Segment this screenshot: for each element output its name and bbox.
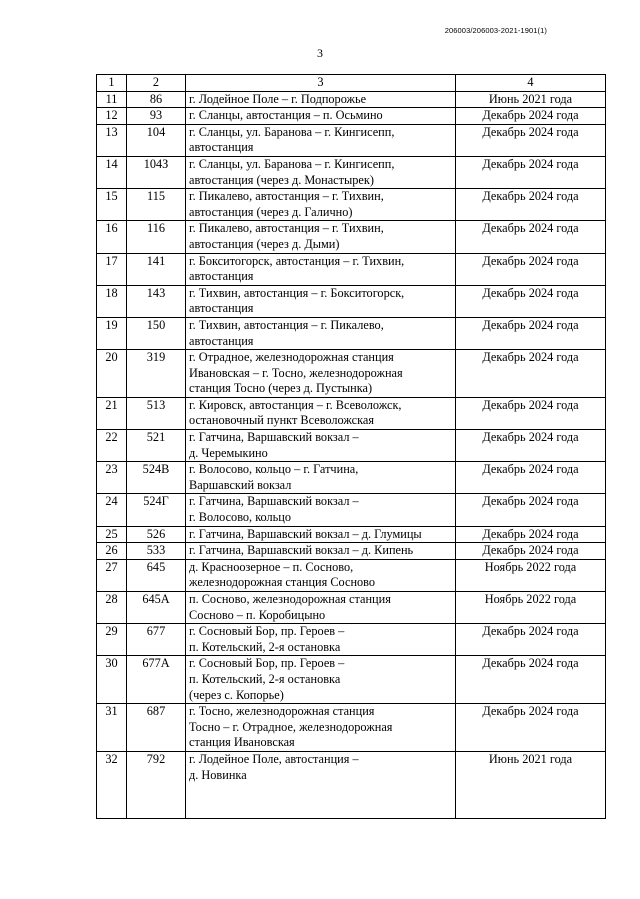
route-code-cell: 677А <box>127 656 186 704</box>
route-code-cell: 645А <box>127 592 186 624</box>
table-row <box>97 462 606 494</box>
route-code-cell: 104З <box>127 156 186 188</box>
date-cell: Декабрь 2024 года <box>456 704 606 752</box>
route-name-cell: г. Гатчина, Варшавский вокзал – д. Глумицы <box>186 526 456 543</box>
row-number-cell: 11 <box>97 91 127 108</box>
route-name-cell: г. Кировск, автостанция – г. Всеволожск, остановочный пункт Всеволожская <box>186 397 456 429</box>
row-number-cell: 13 <box>97 124 127 156</box>
date-cell: Декабрь 2024 года <box>456 124 606 156</box>
row-number-cell: 14 <box>97 156 127 188</box>
route-code-cell: 687 <box>127 704 186 752</box>
date-cell: Декабрь 2024 года <box>456 656 606 704</box>
column-header: 1 <box>97 75 127 92</box>
date-cell: Декабрь 2024 года <box>456 397 606 429</box>
table-body <box>97 91 606 818</box>
row-number-cell: 25 <box>97 526 127 543</box>
table-row <box>97 559 606 591</box>
date-cell: Ноябрь 2022 года <box>456 592 606 624</box>
date-cell: Декабрь 2024 года <box>456 221 606 253</box>
date-cell: Июнь 2021 года <box>456 751 606 818</box>
table-row <box>97 624 606 656</box>
table-row <box>97 397 606 429</box>
row-number-cell: 12 <box>97 108 127 125</box>
table-row <box>97 156 606 188</box>
route-code-cell: 677 <box>127 624 186 656</box>
table-header-row <box>97 75 606 92</box>
date-cell: Декабрь 2024 года <box>456 350 606 398</box>
row-number-cell: 27 <box>97 559 127 591</box>
table-row <box>97 189 606 221</box>
route-name-cell: п. Сосново, железнодорожная станция Сосново – п. Коробицыно <box>186 592 456 624</box>
table-row <box>97 526 606 543</box>
date-cell: Декабрь 2024 года <box>456 285 606 317</box>
date-cell: Ноябрь 2022 года <box>456 559 606 591</box>
route-code-cell: 115 <box>127 189 186 221</box>
date-cell: Декабрь 2024 года <box>456 317 606 349</box>
row-number-cell: 23 <box>97 462 127 494</box>
route-code-cell: 645 <box>127 559 186 591</box>
route-name-cell: г. Сланцы, автостанция – п. Осьмино <box>186 108 456 125</box>
row-number-cell: 21 <box>97 397 127 429</box>
table-row <box>97 317 606 349</box>
table-row <box>97 751 606 818</box>
row-number-cell: 15 <box>97 189 127 221</box>
row-number-cell: 18 <box>97 285 127 317</box>
route-name-cell: г. Сланцы, ул. Баранова – г. Кингисепп, автостанция <box>186 124 456 156</box>
date-cell: Декабрь 2024 года <box>456 462 606 494</box>
row-number-cell: 28 <box>97 592 127 624</box>
route-code-cell: 141 <box>127 253 186 285</box>
table-row <box>97 656 606 704</box>
column-header: 4 <box>456 75 606 92</box>
row-number-cell: 32 <box>97 751 127 818</box>
route-name-cell: г. Лодейное Поле – г. Подпорожье <box>186 91 456 108</box>
date-cell: Декабрь 2024 года <box>456 108 606 125</box>
route-code-cell: 143 <box>127 285 186 317</box>
date-cell: Декабрь 2024 года <box>456 189 606 221</box>
column-header: 2 <box>127 75 186 92</box>
row-number-cell: 22 <box>97 430 127 462</box>
row-number-cell: 29 <box>97 624 127 656</box>
table-row <box>97 253 606 285</box>
route-name-cell: г. Бокситогорск, автостанция – г. Тихвин, автостанция <box>186 253 456 285</box>
row-number-cell: 24 <box>97 494 127 526</box>
route-name-cell: г. Сосновый Бор, пр. Героев – п. Котельский, 2-я остановка (через с. Копорье) <box>186 656 456 704</box>
route-name-cell: г. Гатчина, Варшавский вокзал – д. Кипень <box>186 543 456 560</box>
route-code-cell: 116 <box>127 221 186 253</box>
date-cell: Декабрь 2024 года <box>456 543 606 560</box>
page-number: 3 <box>317 46 323 60</box>
route-name-cell: г. Сланцы, ул. Баранова – г. Кингисепп, автостанция (через д. Монастырек) <box>186 156 456 188</box>
table-row <box>97 543 606 560</box>
date-cell: Декабрь 2024 года <box>456 624 606 656</box>
route-name-cell: г. Тихвин, автостанция – г. Пикалево, автостанция <box>186 317 456 349</box>
table-row <box>97 350 606 398</box>
table-row <box>97 592 606 624</box>
date-cell: Июнь 2021 года <box>456 91 606 108</box>
date-cell: Декабрь 2024 года <box>456 526 606 543</box>
date-cell: Декабрь 2024 года <box>456 430 606 462</box>
route-name-cell: г. Пикалево, автостанция – г. Тихвин, автостанция (через д. Дыми) <box>186 221 456 253</box>
route-code-cell: 93 <box>127 108 186 125</box>
table-row <box>97 494 606 526</box>
routes-table <box>96 74 606 819</box>
row-number-cell: 26 <box>97 543 127 560</box>
route-code-cell: 521 <box>127 430 186 462</box>
route-name-cell: г. Гатчина, Варшавский вокзал – д. Черемыкино <box>186 430 456 462</box>
table-row <box>97 91 606 108</box>
row-number-cell: 30 <box>97 656 127 704</box>
table-row <box>97 430 606 462</box>
row-number-cell: 16 <box>97 221 127 253</box>
table-row <box>97 704 606 752</box>
table-row <box>97 108 606 125</box>
route-name-cell: д. Красноозерное – п. Сосново, железнодорожная станция Сосново <box>186 559 456 591</box>
route-name-cell: г. Лодейное Поле, автостанция – д. Новинка <box>186 751 456 818</box>
route-name-cell: г. Волосово, кольцо – г. Гатчина, Варшавский вокзал <box>186 462 456 494</box>
route-name-cell: г. Тосно, железнодорожная станция Тосно – г. Отрадное, железнодорожная станция Ивановская <box>186 704 456 752</box>
route-code-cell: 104 <box>127 124 186 156</box>
row-number-cell: 31 <box>97 704 127 752</box>
route-name-cell: г. Тихвин, автостанция – г. Бокситогорск, автостанция <box>186 285 456 317</box>
table-row <box>97 285 606 317</box>
table-row <box>97 221 606 253</box>
row-number-cell: 20 <box>97 350 127 398</box>
route-code-cell: 150 <box>127 317 186 349</box>
route-code-cell: 533 <box>127 543 186 560</box>
row-number-cell: 19 <box>97 317 127 349</box>
document-id: 206003/206003-2021-1901(1) <box>444 26 547 35</box>
route-code-cell: 524Г <box>127 494 186 526</box>
route-name-cell: г. Гатчина, Варшавский вокзал – г. Волосово, кольцо <box>186 494 456 526</box>
date-cell: Декабрь 2024 года <box>456 156 606 188</box>
route-code-cell: 86 <box>127 91 186 108</box>
route-name-cell: г. Сосновый Бор, пр. Героев – п. Котельский, 2-я остановка <box>186 624 456 656</box>
row-number-cell: 17 <box>97 253 127 285</box>
date-cell: Декабрь 2024 года <box>456 253 606 285</box>
route-code-cell: 524В <box>127 462 186 494</box>
route-name-cell: г. Пикалево, автостанция – г. Тихвин, автостанция (через д. Галично) <box>186 189 456 221</box>
route-code-cell: 319 <box>127 350 186 398</box>
route-code-cell: 513 <box>127 397 186 429</box>
route-code-cell: 526 <box>127 526 186 543</box>
table-row <box>97 124 606 156</box>
route-name-cell: г. Отрадное, железнодорожная станция Ивановская – г. Тосно, железнодорожная станция Тосно (через д. Пустынка) <box>186 350 456 398</box>
column-header: 3 <box>186 75 456 92</box>
route-code-cell: 792 <box>127 751 186 818</box>
date-cell: Декабрь 2024 года <box>456 494 606 526</box>
